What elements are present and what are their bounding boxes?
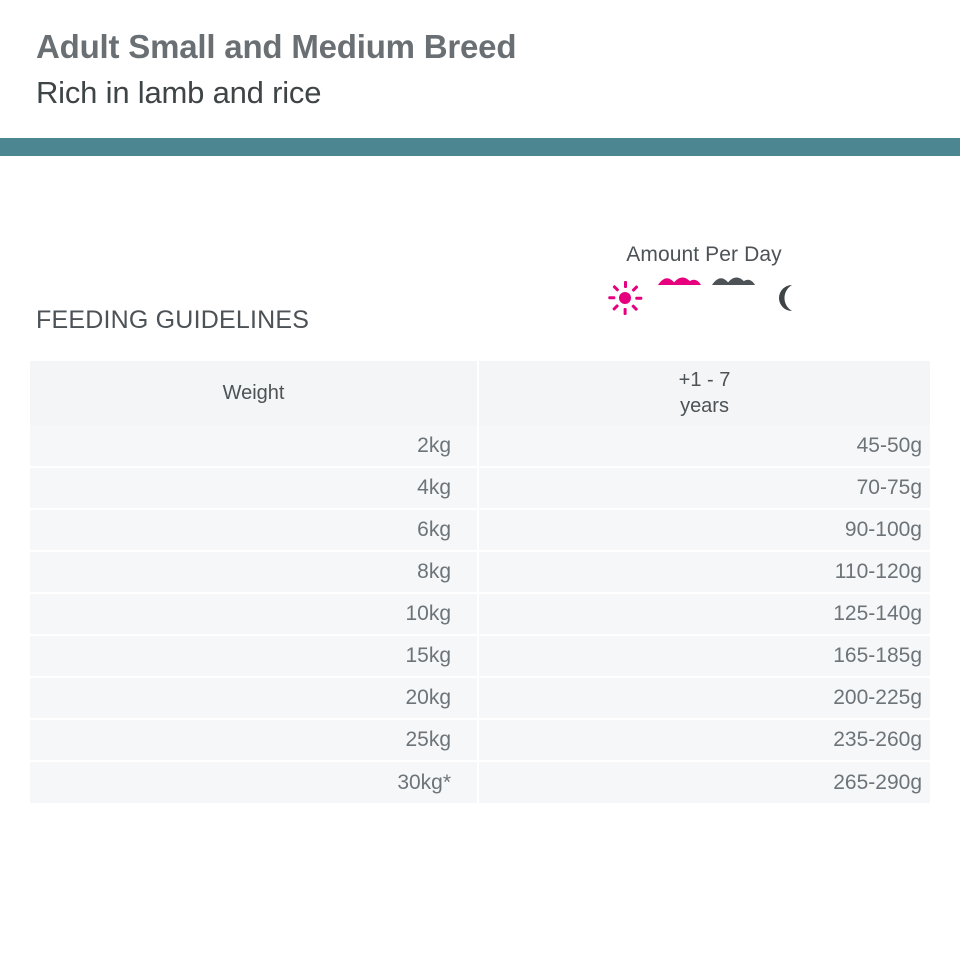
cell-weight: 25kg (30, 719, 478, 761)
column-header-weight: Weight (30, 361, 478, 425)
cell-amount: 90-100g (478, 509, 930, 551)
table-row (30, 761, 930, 803)
table-row (30, 677, 930, 719)
column-header-age-line1: +1 - 7 (678, 369, 731, 391)
table-row (30, 425, 930, 467)
cell-weight: 20kg (30, 677, 478, 719)
page-subtitle: Rich in lamb and rice (36, 75, 322, 111)
cell-amount: 70-75g (478, 467, 930, 509)
cell-weight: 2kg (30, 425, 478, 467)
page-header (0, 0, 960, 114)
cell-weight: 30kg* (30, 761, 478, 803)
table-row (30, 635, 930, 677)
cell-amount: 165-185g (478, 635, 930, 677)
table-header (30, 361, 930, 425)
feeding-guidelines-heading: FEEDING GUIDELINES (36, 306, 310, 334)
bowls-group (652, 280, 760, 316)
table-body (30, 425, 930, 803)
cell-weight: 15kg (30, 635, 478, 677)
cell-amount: 200-225g (478, 677, 930, 719)
amount-per-day-label: Amount Per Day (626, 243, 782, 266)
cell-weight: 8kg (30, 551, 478, 593)
morning-bowl-icon (652, 282, 706, 316)
table-row (30, 509, 930, 551)
kibble-icon (710, 275, 756, 285)
table-row (30, 467, 930, 509)
page-title: Adult Small and Medium Breed (36, 28, 517, 65)
cell-weight: 4kg (30, 467, 478, 509)
cell-weight: 10kg (30, 593, 478, 635)
cell-amount: 110-120g (478, 551, 930, 593)
cell-amount: 45-50g (478, 425, 930, 467)
accent-divider-bar (0, 138, 960, 156)
moon-icon (770, 283, 800, 313)
evening-bowl-icon (706, 282, 760, 316)
kibble-icon (656, 275, 702, 285)
cell-amount: 235-260g (478, 719, 930, 761)
column-header-age (478, 361, 930, 425)
evening-bowl-fraction: 1/2 (722, 292, 744, 310)
cell-weight: 6kg (30, 509, 478, 551)
table-row (30, 593, 930, 635)
sun-icon (608, 281, 642, 315)
table-row (30, 551, 930, 593)
cell-amount: 265-290g (478, 761, 930, 803)
morning-bowl-fraction: 1/2 (668, 292, 690, 310)
cell-amount: 125-140g (478, 593, 930, 635)
feeding-icons-row (478, 277, 930, 319)
amount-per-day-header (478, 243, 930, 319)
feeding-guidelines-table (30, 361, 930, 803)
column-header-age-line2: years (680, 395, 729, 417)
table-row (30, 719, 930, 761)
table-header-row (30, 361, 930, 425)
